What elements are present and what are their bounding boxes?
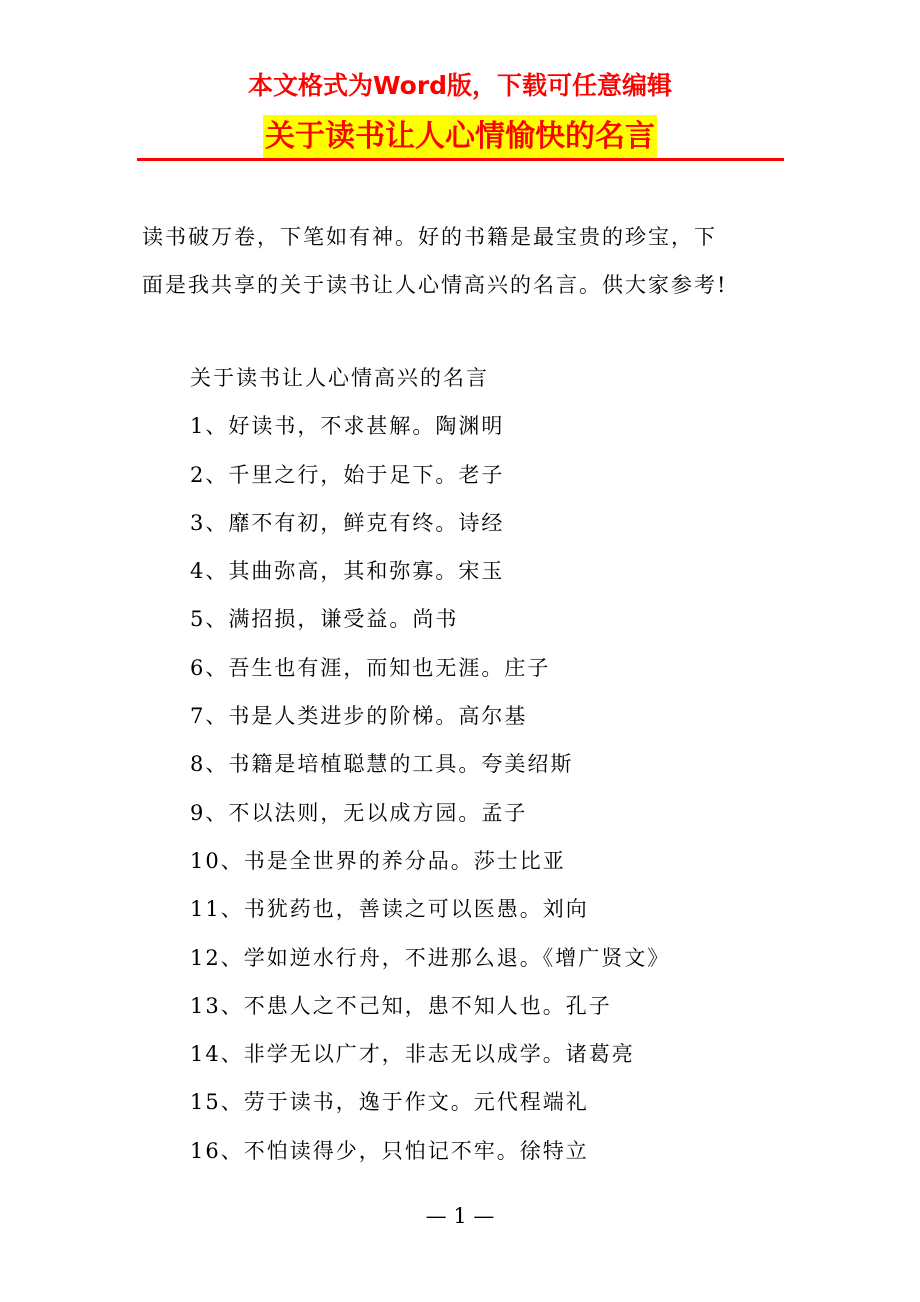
- quote-item: 15、劳于读书，逸于作文。元代程端礼: [190, 1090, 589, 1115]
- intro-paragraph: [142, 213, 782, 309]
- quote-item: 3、靡不有初，鲜克有终。诗经: [190, 510, 505, 535]
- quote-item: 8、书籍是培植聪慧的工具。夸美绍斯: [190, 752, 574, 777]
- intro-line: 面是我共享的关于读书让人心情高兴的名言。供大家参考!: [142, 273, 728, 297]
- quote-item: 14、非学无以广才，非志无以成学。诸葛亮: [190, 1042, 635, 1067]
- quote-item: 13、不患人之不己知，患不知人也。孔子: [190, 993, 612, 1018]
- section-heading: 关于读书让人心情高兴的名言: [190, 366, 489, 390]
- quote-item: 6、吾生也有涯，而知也无涯。庄子: [190, 655, 551, 680]
- quote-item: 11、书犹药也，善读之可以医愚。刘向: [190, 897, 589, 922]
- title-divider: [137, 158, 784, 161]
- quote-item: 1、好读书，不求甚解。陶渊明: [190, 414, 505, 439]
- title-block: [0, 115, 920, 159]
- quote-item: 16、不怕读得少，只怕记不牢。徐特立: [190, 1138, 589, 1163]
- page-number: — 1 —: [425, 1204, 495, 1228]
- quote-item: 2、千里之行，始于足下。老子: [190, 462, 505, 487]
- quote-list: [190, 354, 790, 1175]
- quote-item: 5、满招损，谦受益。尚书: [190, 607, 459, 632]
- format-notice: 本文格式为Word版，下载可任意编辑: [247, 71, 673, 100]
- document-title: 关于读书让人心情愉快的名言: [263, 115, 657, 159]
- quote-item: 4、其曲弥高，其和弥寡。宋玉: [190, 559, 505, 584]
- quote-item: 10、书是全世界的养分品。莎士比亚: [190, 848, 566, 873]
- quote-item: 12、学如逆水行舟，不进那么退。《增广贤文》: [190, 945, 671, 970]
- intro-line: 读书破万卷，下笔如有神。好的书籍是最宝贵的珍宝，下: [142, 225, 717, 249]
- quote-item: 9、不以法则，无以成方园。孟子: [190, 800, 528, 825]
- quote-item: 7、书是人类进步的阶梯。高尔基: [190, 704, 528, 729]
